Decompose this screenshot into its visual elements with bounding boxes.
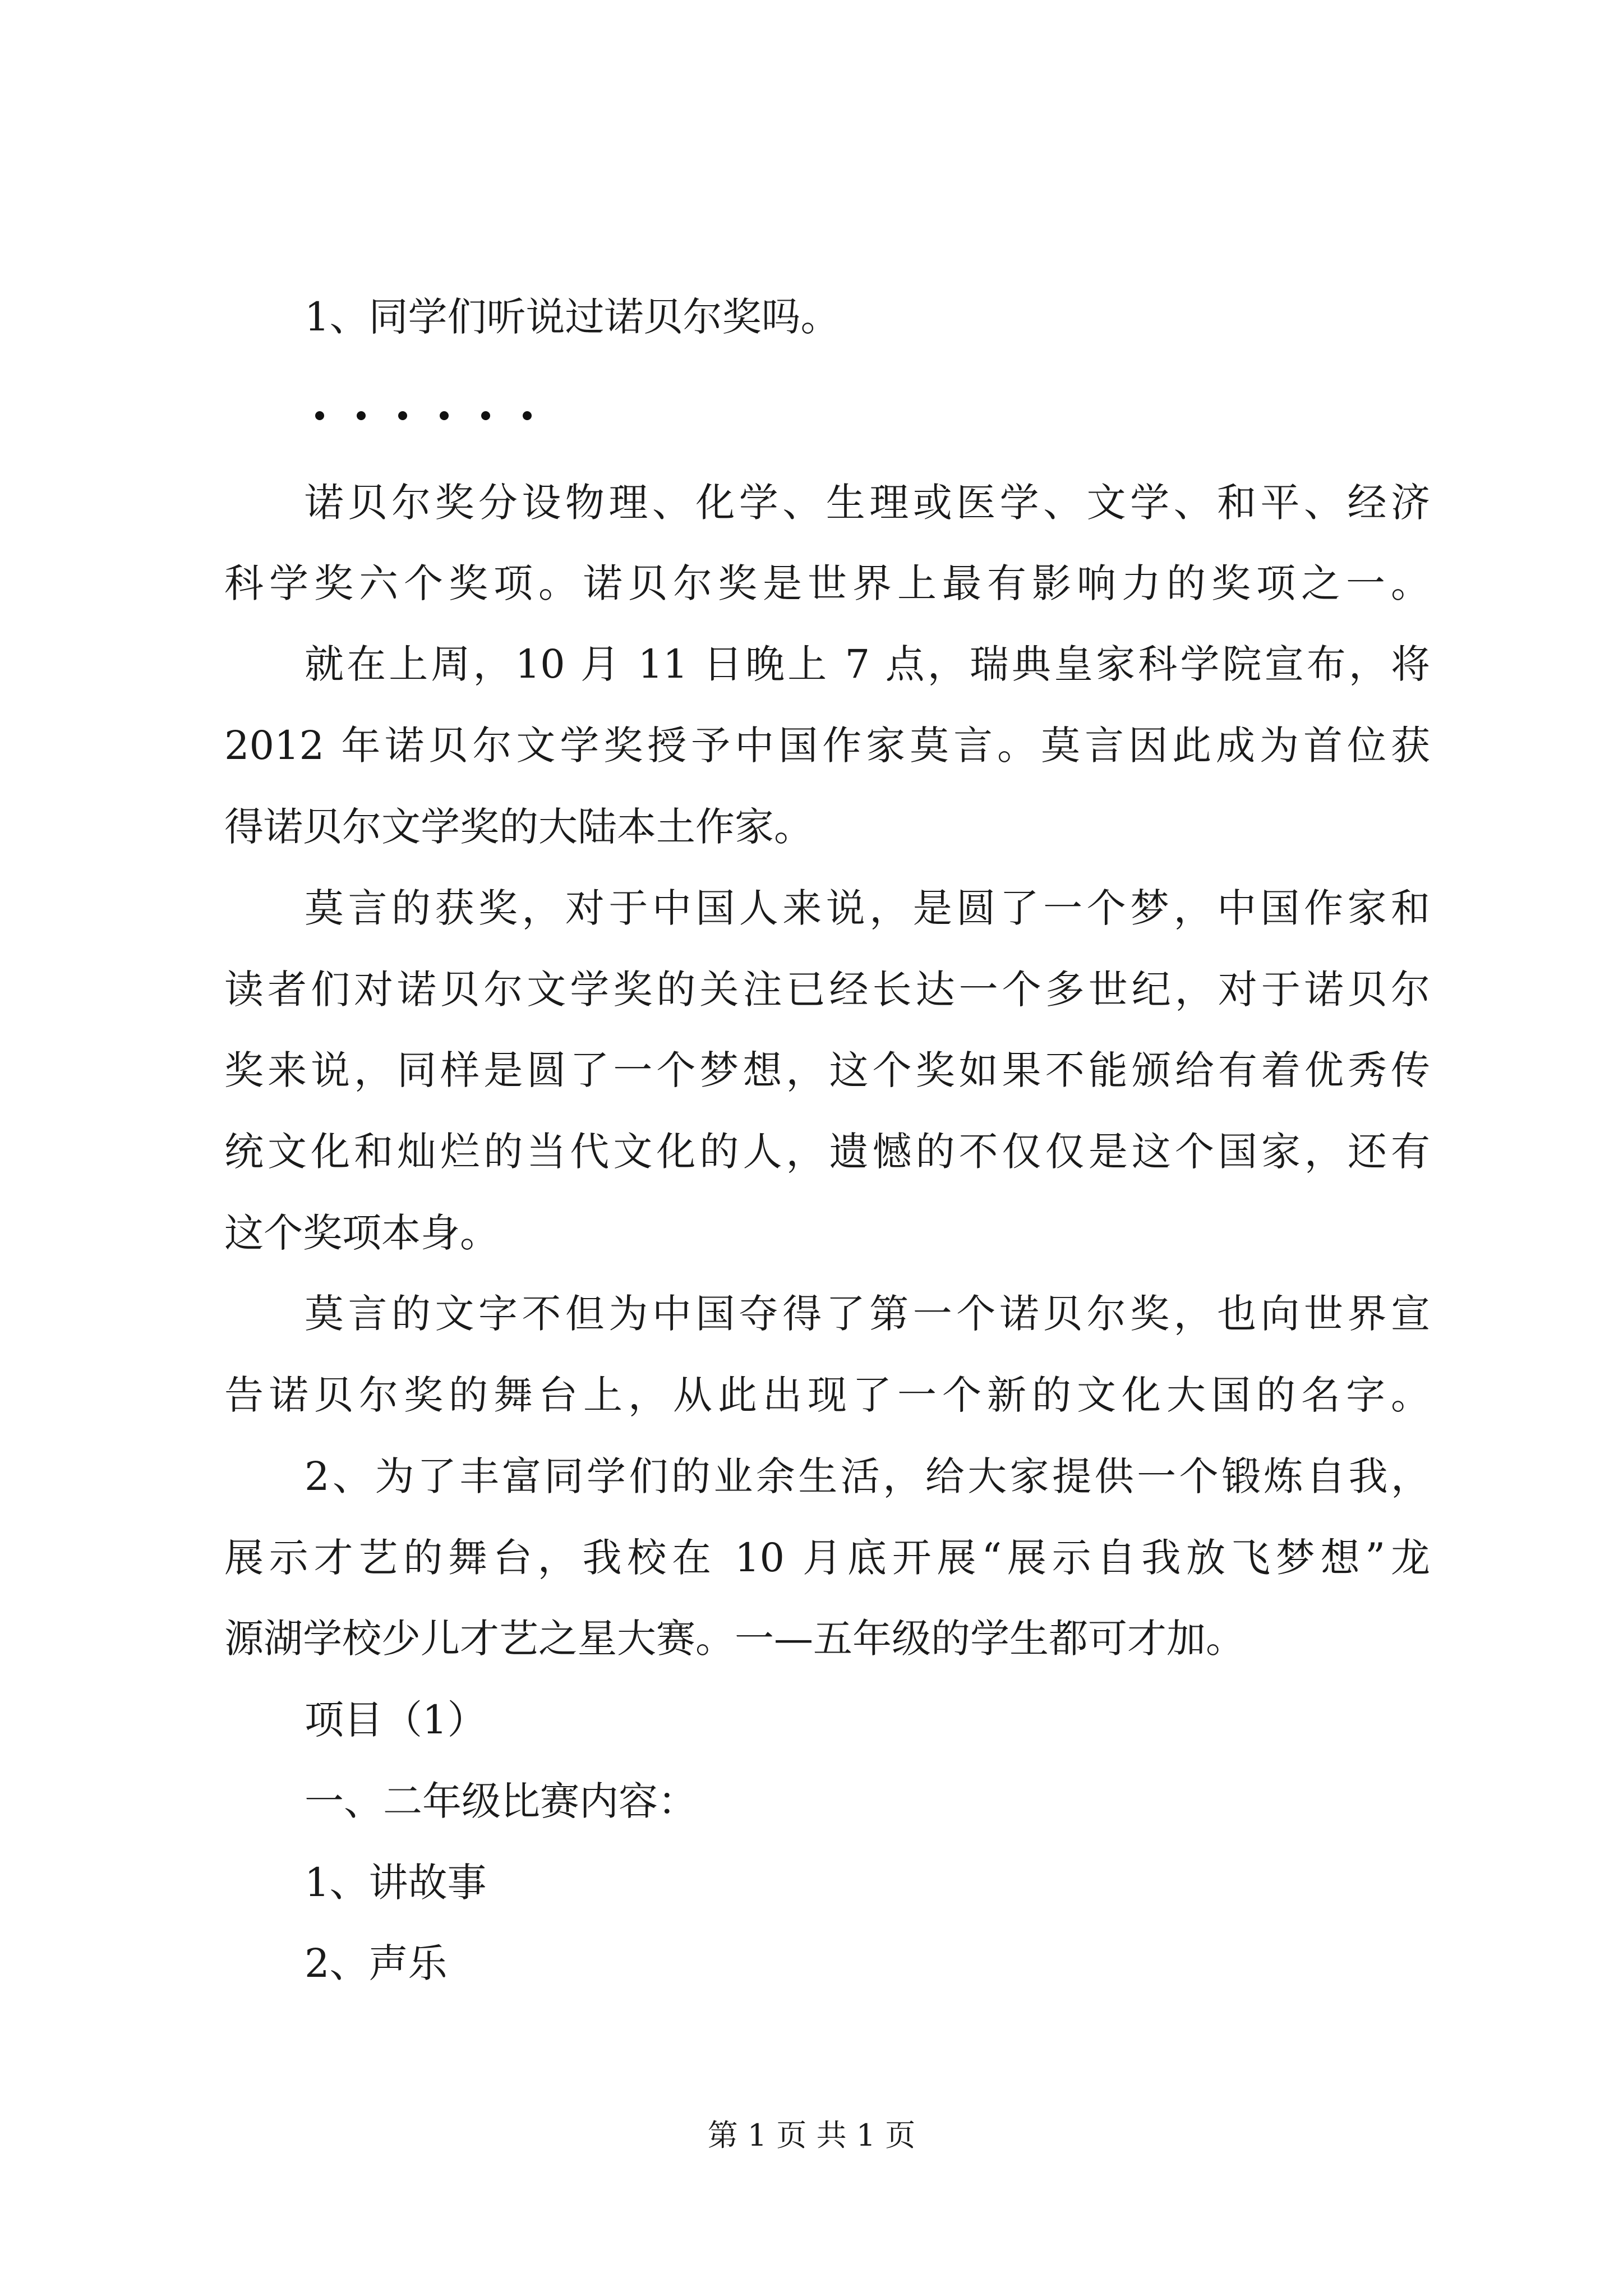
paragraph-cultural-power-line-1: 莫言的文字不但为中国夺得了第一个诺贝尔奖，也向世界宣 xyxy=(305,1291,1430,1337)
paragraph-nobel-question: 1、同学们听说过诺贝尔奖吗。 xyxy=(305,294,840,340)
dot-5 xyxy=(481,411,490,420)
paragraph-dream-line-4: 统文化和灿烂的当代文化的人，遗憾的不仅仅是这个国家，还有 xyxy=(224,1129,1430,1175)
dot-1 xyxy=(315,411,324,420)
paragraph-talent-contest-line-1: 2、为了丰富同学们的业余生活，给大家提供一个锻炼自我， xyxy=(305,1453,1430,1499)
paragraph-moyan-award-line-3: 得诺贝尔文学奖的大陆本土作家。 xyxy=(224,804,813,850)
ellipsis-dots xyxy=(315,407,564,424)
dot-3 xyxy=(398,411,407,420)
section-heading-project: 项目（1） xyxy=(305,1697,487,1743)
paragraph-cultural-power-line-2: 告诺贝尔奖的舞台上，从此出现了一个新的文化大国的名字。 xyxy=(224,1372,1430,1418)
dot-2 xyxy=(357,411,366,420)
list-item-vocal-music: 2、声乐 xyxy=(305,1940,448,1986)
dot-4 xyxy=(440,411,449,420)
paragraph-dream-line-5: 这个奖项本身。 xyxy=(224,1210,499,1256)
paragraph-dream-line-2: 读者们对诺贝尔文学奖的关注已经长达一个多世纪，对于诺贝尔 xyxy=(224,967,1430,1013)
dot-6 xyxy=(523,411,532,420)
paragraph-nobel-categories-line-1: 诺贝尔奖分设物理、化学、生理或医学、文学、和平、经济 xyxy=(305,480,1430,526)
paragraph-talent-contest-line-3: 源湖学校少儿才艺之星大赛。一—五年级的学生都可才加。 xyxy=(224,1616,1245,1662)
page-footer: 第 1 页 共 1 页 xyxy=(707,2118,916,2153)
paragraph-nobel-categories-line-2: 科学奖六个奖项。诺贝尔奖是世界上最有影响力的奖项之一。 xyxy=(224,560,1430,606)
paragraph-talent-contest-line-2: 展示才艺的舞台，我校在 10 月底开展“展示自我放飞梦想”龙 xyxy=(224,1535,1430,1581)
list-item-storytelling: 1、讲故事 xyxy=(305,1860,487,1906)
paragraph-moyan-award-line-2: 2012 年诺贝尔文学奖授予中国作家莫言。莫言因此成为首位获 xyxy=(224,723,1430,769)
paragraph-dream-line-3: 奖来说，同样是圆了一个梦想，这个奖如果不能颁给有着优秀传 xyxy=(224,1047,1430,1093)
section-heading-grade-content: 一、二年级比赛内容： xyxy=(305,1778,697,1824)
paragraph-moyan-award-line-1: 就在上周，10 月 11 日晚上 7 点，瑞典皇家科学院宣布，将 xyxy=(305,641,1430,687)
paragraph-dream-line-1: 莫言的获奖，对于中国人来说，是圆了一个梦，中国作家和 xyxy=(305,885,1430,931)
